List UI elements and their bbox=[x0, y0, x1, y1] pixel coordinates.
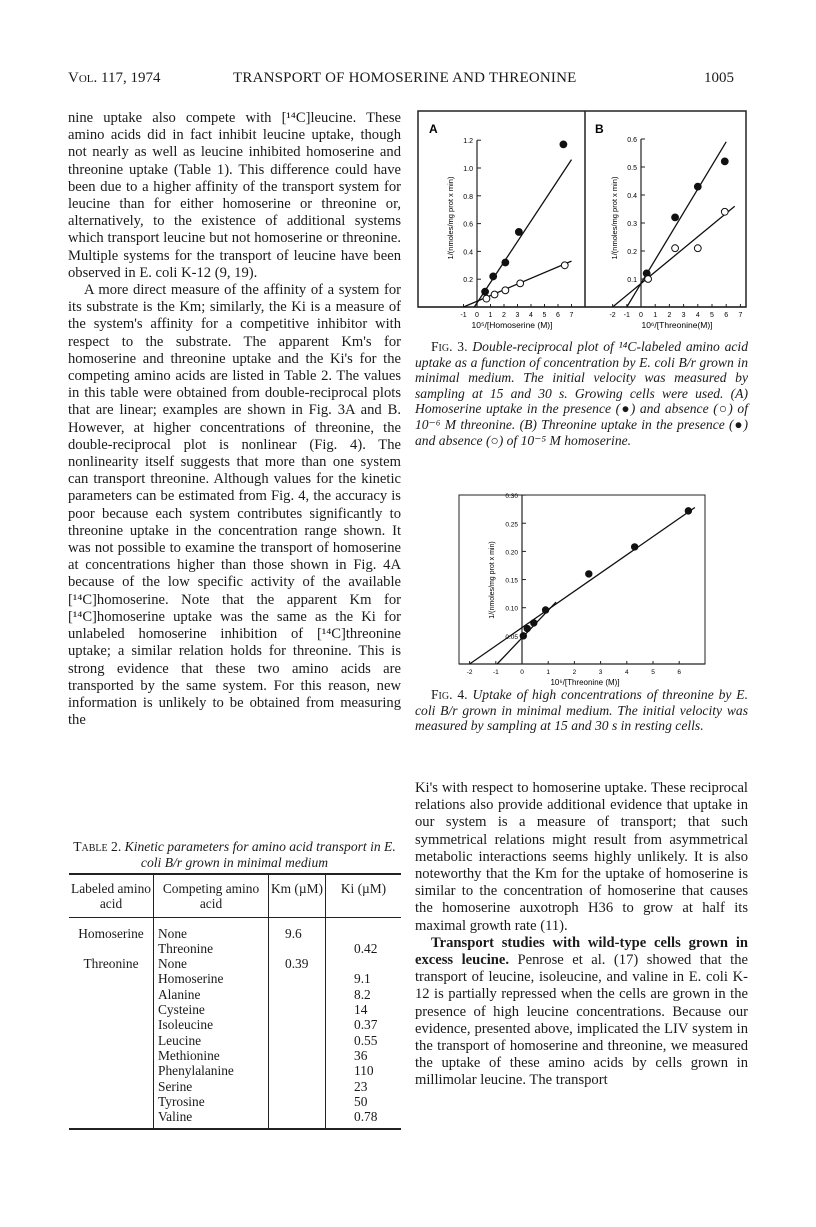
cell-labeled bbox=[69, 1094, 154, 1109]
x-tick-label: 4 bbox=[695, 312, 700, 319]
x-tick-label: 3 bbox=[515, 312, 520, 319]
table-row bbox=[69, 971, 401, 986]
y-tick-label: 0.25 bbox=[505, 521, 518, 529]
filled-data-point bbox=[482, 288, 489, 295]
cell-ki: 9.1 bbox=[326, 971, 402, 986]
right-paragraph-2 bbox=[415, 935, 748, 1090]
table-row bbox=[69, 1079, 401, 1094]
y-axis-label: 1/(nmoles/mg prot x min) bbox=[446, 176, 455, 260]
table-row bbox=[69, 956, 401, 971]
cell-ki: 14 bbox=[326, 1002, 402, 1017]
x-tick-label: 0 bbox=[639, 312, 643, 319]
y-tick-label: 0.1 bbox=[627, 277, 637, 284]
table-label: Table 2. bbox=[73, 839, 122, 854]
table-row bbox=[69, 1109, 401, 1129]
x-tick-label: 2 bbox=[572, 669, 577, 676]
cell-km: 9.6 bbox=[269, 917, 326, 941]
table-row bbox=[69, 941, 401, 956]
cell-labeled bbox=[69, 1017, 154, 1032]
x-tick-label: 7 bbox=[569, 312, 574, 319]
cell-competing: None bbox=[154, 956, 269, 971]
cell-competing: Cysteine bbox=[154, 1002, 269, 1017]
col-header-labeled: Labeled amino acid bbox=[71, 881, 151, 912]
x-tick-label: 4 bbox=[624, 669, 629, 676]
col-header-ki: Ki (µM) bbox=[326, 874, 402, 917]
cell-ki: 0.55 bbox=[326, 1033, 402, 1048]
y-tick-label: 0.15 bbox=[505, 577, 518, 585]
figure-4-caption bbox=[415, 687, 748, 734]
x-tick-label: -2 bbox=[609, 312, 616, 319]
figure-4 bbox=[440, 490, 720, 687]
filled-data-point bbox=[515, 229, 522, 236]
filled-data-point bbox=[685, 508, 691, 514]
fit-line bbox=[470, 507, 695, 664]
right-paragraph-2-text: Penrose et al. (17) showed that the transport of leucine, isoleucine, and valine in E. coli K-12 is partially repressed when the cells are grown in the presence of high leucine concentrations. Because our evidence, presented above, implicated the LIV system in the transport of homoserine and threonine, we measured the uptake of these amino acids by cells grown in millimolar leucine. The transport bbox=[415, 952, 748, 1089]
filled-data-point bbox=[721, 158, 728, 165]
cell-competing: Isoleucine bbox=[154, 1017, 269, 1032]
cell-labeled bbox=[69, 1048, 154, 1063]
cell-competing: Homoserine bbox=[154, 971, 269, 986]
cell-ki: 36 bbox=[326, 1048, 402, 1063]
cell-competing: Valine bbox=[154, 1109, 269, 1129]
cell-labeled: Homoserine bbox=[78, 925, 144, 941]
cell-km bbox=[269, 1002, 326, 1017]
filled-data-point bbox=[520, 633, 526, 639]
cell-ki: 0.37 bbox=[326, 1017, 402, 1032]
figure-3-caption bbox=[415, 339, 748, 448]
cell-competing: Threonine bbox=[154, 941, 269, 956]
x-tick-label: 0 bbox=[520, 669, 524, 676]
filled-data-point bbox=[631, 544, 637, 550]
panel-a-label: A bbox=[429, 122, 438, 136]
figure-4-plot bbox=[459, 493, 705, 687]
cell-competing: None bbox=[154, 917, 269, 941]
y-tick-label: 0.4 bbox=[627, 193, 637, 200]
filled-data-point bbox=[490, 273, 497, 280]
table-row bbox=[69, 987, 401, 1002]
cell-labeled bbox=[69, 971, 154, 986]
y-tick-label: 0.3 bbox=[627, 221, 637, 228]
paragraph-1: nine uptake also compete with [¹⁴C]leucine. These amino acids did in fact inhibit leucine uptake, though not nearly as well as leucine inhibited homoserine and threonine uptake (Table 1). This difference could have been due to a higher affinity of the transport system for leucine than for either homoserine or threonine or, alternatively, to the existence of additional systems which transport leucine but not homoserine or threonine. Multiple systems for the transport of leucine have been observed in E. coli K-12 (9, 19). bbox=[68, 110, 401, 281]
x-tick-label: -1 bbox=[460, 312, 467, 319]
open-data-point bbox=[483, 295, 490, 302]
filled-data-point bbox=[531, 620, 537, 626]
cell-km bbox=[269, 1079, 326, 1094]
col-header-km: Km (µM) bbox=[269, 874, 326, 917]
y-tick-label: 1.2 bbox=[463, 138, 473, 146]
cell-ki: 0.42 bbox=[326, 941, 402, 956]
y-tick-label: 0.8 bbox=[463, 193, 473, 201]
cell-labeled bbox=[69, 1002, 154, 1017]
x-tick-label: 0 bbox=[475, 312, 479, 319]
cell-km bbox=[269, 987, 326, 1002]
filled-data-point bbox=[560, 141, 567, 148]
cell-ki: 110 bbox=[326, 1063, 402, 1078]
open-data-point bbox=[645, 276, 652, 283]
y-tick-label: 0.20 bbox=[505, 549, 518, 557]
y-tick-label: 0.4 bbox=[463, 249, 473, 257]
table-header-row bbox=[69, 874, 401, 917]
cell-labeled bbox=[69, 1109, 154, 1129]
cell-ki: 8.2 bbox=[326, 987, 402, 1002]
filled-data-point bbox=[672, 214, 679, 221]
cell-ki bbox=[326, 917, 402, 941]
x-tick-label: 6 bbox=[677, 669, 682, 676]
col-header-competing: Competing amino acid bbox=[154, 874, 269, 917]
figure-4-label: Fig. 4. bbox=[431, 687, 468, 702]
y-tick-label: 0.10 bbox=[505, 605, 518, 613]
page-number: 1005 bbox=[704, 70, 734, 86]
open-data-point bbox=[694, 245, 701, 252]
cell-labeled bbox=[69, 987, 154, 1002]
x-axis-label: 10⁶/[Threonine (M)] bbox=[550, 678, 620, 687]
cell-km bbox=[269, 941, 326, 956]
x-axis-label: 10⁶/[Threonine(M)] bbox=[641, 320, 713, 330]
y-tick-label: 0.6 bbox=[463, 221, 473, 229]
figure-3-label: Fig. 3. bbox=[431, 339, 468, 354]
x-tick-label: 1 bbox=[488, 312, 493, 319]
y-tick-label: 0.5 bbox=[627, 165, 637, 172]
x-tick-label: 3 bbox=[681, 312, 686, 319]
y-axis-label: 1/(nmoles/mg prot x min) bbox=[489, 541, 496, 619]
y-tick-label: 0.6 bbox=[627, 137, 637, 144]
table-2-caption bbox=[68, 839, 401, 870]
panel-b-plot bbox=[585, 137, 746, 330]
x-tick-label: -1 bbox=[623, 312, 630, 319]
cell-ki: 0.78 bbox=[326, 1109, 402, 1129]
running-title: TRANSPORT OF HOMOSERINE AND THREONINE bbox=[233, 70, 577, 86]
x-tick-label: 6 bbox=[724, 312, 729, 319]
cell-km bbox=[269, 1033, 326, 1048]
table-row bbox=[69, 1094, 401, 1109]
cell-competing: Serine bbox=[154, 1079, 269, 1094]
open-data-point bbox=[517, 280, 524, 287]
x-axis-label: 10⁵/[Homoserine (M)] bbox=[471, 320, 553, 330]
cell-labeled bbox=[69, 941, 154, 956]
left-column-text bbox=[68, 110, 401, 729]
y-tick-label: 0.2 bbox=[627, 249, 637, 256]
filled-data-point bbox=[524, 625, 530, 631]
cell-km: 0.39 bbox=[269, 956, 326, 971]
filled-data-point bbox=[586, 571, 592, 577]
x-tick-label: 1 bbox=[546, 669, 551, 676]
section-heading: Transport studies with wild-type cells grown in excess leucine. bbox=[415, 934, 748, 969]
table-row bbox=[69, 1063, 401, 1078]
cell-competing: Tyrosine bbox=[154, 1094, 269, 1109]
cell-competing: Leucine bbox=[154, 1033, 269, 1048]
panel-a-plot bbox=[418, 138, 585, 330]
cell-km bbox=[269, 1063, 326, 1078]
table-row bbox=[69, 1033, 401, 1048]
volume-label: Vol. 117, 1974 bbox=[68, 70, 161, 86]
x-tick-label: 5 bbox=[710, 312, 714, 319]
cell-labeled bbox=[69, 1033, 154, 1048]
x-tick-label: 4 bbox=[529, 312, 533, 319]
cell-ki: 50 bbox=[326, 1094, 402, 1109]
table-row bbox=[69, 1002, 401, 1017]
panel-b-label: B bbox=[595, 122, 604, 136]
x-tick-label: 1 bbox=[653, 312, 658, 319]
cell-km bbox=[269, 1094, 326, 1109]
table-caption-text: Kinetic parameters for amino acid transport in E. coli B/r grown in minimal medium bbox=[124, 839, 396, 870]
open-data-point bbox=[721, 208, 728, 215]
cell-labeled bbox=[69, 1079, 154, 1094]
cell-ki bbox=[326, 956, 402, 971]
paragraph-2: A more direct measure of the affinity of a system for its substrate is the Km; similarly, the Ki is a measure of the system's affinity for a competitive inhibitor with respect to the substrate. The apparent Km's for homoserine and threonine uptake and the Ki's for the competing amino acids are listed in Table 2. The values in this table were obtained from double-reciprocal plots that are linear; examples are shown in Fig. 3A and B. However, at higher concentrations of threonine, the double-reciprocal plot is nonlinear (Fig. 4). The nonlinearity itself suggests that more than one system can transport threonine. Although values for the kinetic parameters can be estimated from Fig. 4, the accuracy is poor because each system contributes significantly to threonine uptake in the concentration range shown. It was not possible to examine the transport of homoserine at concentrations higher than those shown in Fig. 4A because of the low specific activity of the available [¹⁴C]homoserine. Note that the apparent Km for [¹⁴C]homoserine uptake was the same as the Ki for unlabeled homoserine inhibition of [¹⁴C]threonine uptake; a similar relation holds for threonine. This is strong evidence that these two amino acids are transported by the same system. For this reason, new information is unlikely to be obtained from measuring the bbox=[68, 282, 401, 729]
cell-km bbox=[269, 1048, 326, 1063]
x-tick-label: 2 bbox=[502, 312, 506, 319]
open-data-point bbox=[491, 291, 498, 298]
x-tick-label: -2 bbox=[466, 669, 473, 676]
cell-km bbox=[269, 971, 326, 986]
y-tick-label: 0.2 bbox=[463, 277, 473, 285]
open-data-point bbox=[672, 245, 679, 252]
x-tick-label: 5 bbox=[542, 312, 547, 319]
x-tick-label: 6 bbox=[556, 312, 560, 319]
cell-competing: Phenylalanine bbox=[154, 1063, 269, 1078]
cell-km bbox=[269, 1109, 326, 1129]
right-column-text bbox=[415, 780, 748, 1090]
x-tick-label: -1 bbox=[492, 669, 499, 676]
x-tick-label: 3 bbox=[598, 669, 603, 676]
figure-3 bbox=[415, 108, 751, 330]
x-tick-label: 2 bbox=[667, 312, 672, 319]
open-data-point bbox=[502, 287, 509, 294]
figure-4-caption-text: Uptake of high concentrations of threonine by E. coli B/r grown in minimal medium. The initial velocity was measured by sampling at 15 and 30 s in resting cells. bbox=[415, 687, 748, 734]
cell-competing: Alanine bbox=[154, 987, 269, 1002]
cell-competing: Methionine bbox=[154, 1048, 269, 1063]
kinetic-parameters-table bbox=[69, 873, 401, 1130]
y-tick-label: 1.0 bbox=[463, 166, 473, 173]
x-tick-label: 5 bbox=[651, 669, 655, 676]
filled-data-point bbox=[502, 259, 509, 266]
figure-3-caption-text: Double-reciprocal plot of ¹⁴C-labeled amino acid uptake as a function of concentration by E. coli B/r grown in minimal medium. The initial velocity was measured by sampling at 15 and 30 s. Growing cells were used. (A) Homoserine uptake in the presence (●) and absence (○) of 10⁻⁶ M threonine. (B) Threonine uptake in the presence (●) and absence (○) of 10⁻⁵ M homoserine. bbox=[415, 339, 749, 448]
open-data-point bbox=[561, 262, 568, 269]
table-row bbox=[69, 917, 401, 941]
cell-ki: 23 bbox=[326, 1079, 402, 1094]
x-tick-label: 7 bbox=[738, 312, 743, 319]
filled-data-point bbox=[542, 607, 548, 613]
table-body bbox=[69, 917, 401, 1129]
cell-labeled bbox=[69, 1063, 154, 1078]
cell-labeled: Threonine bbox=[83, 956, 139, 972]
cell-km bbox=[269, 1017, 326, 1032]
table-row bbox=[69, 1048, 401, 1063]
running-header bbox=[68, 70, 748, 92]
y-axis-label: 1/(nmoles/mg prot x min) bbox=[610, 176, 619, 260]
right-paragraph-1: Ki's with respect to homoserine uptake. These reciprocal relations also provide additional evidence that uptake in our system is a measure of transport; that such symmetrical relations might result from asymmetrical metabolic interactions seems highly unlikely. It is also noteworthy that the Km for the uptake of homoserine is similar to the concentration of homoserine that causes the homoserine auxotroph H36 to grow at half its maximal growth rate (11). bbox=[415, 780, 748, 934]
y-tick-label: 0.05 bbox=[505, 633, 518, 641]
table-row bbox=[69, 1017, 401, 1032]
filled-data-point bbox=[694, 183, 701, 190]
y-tick-label: 0.30 bbox=[505, 493, 518, 501]
